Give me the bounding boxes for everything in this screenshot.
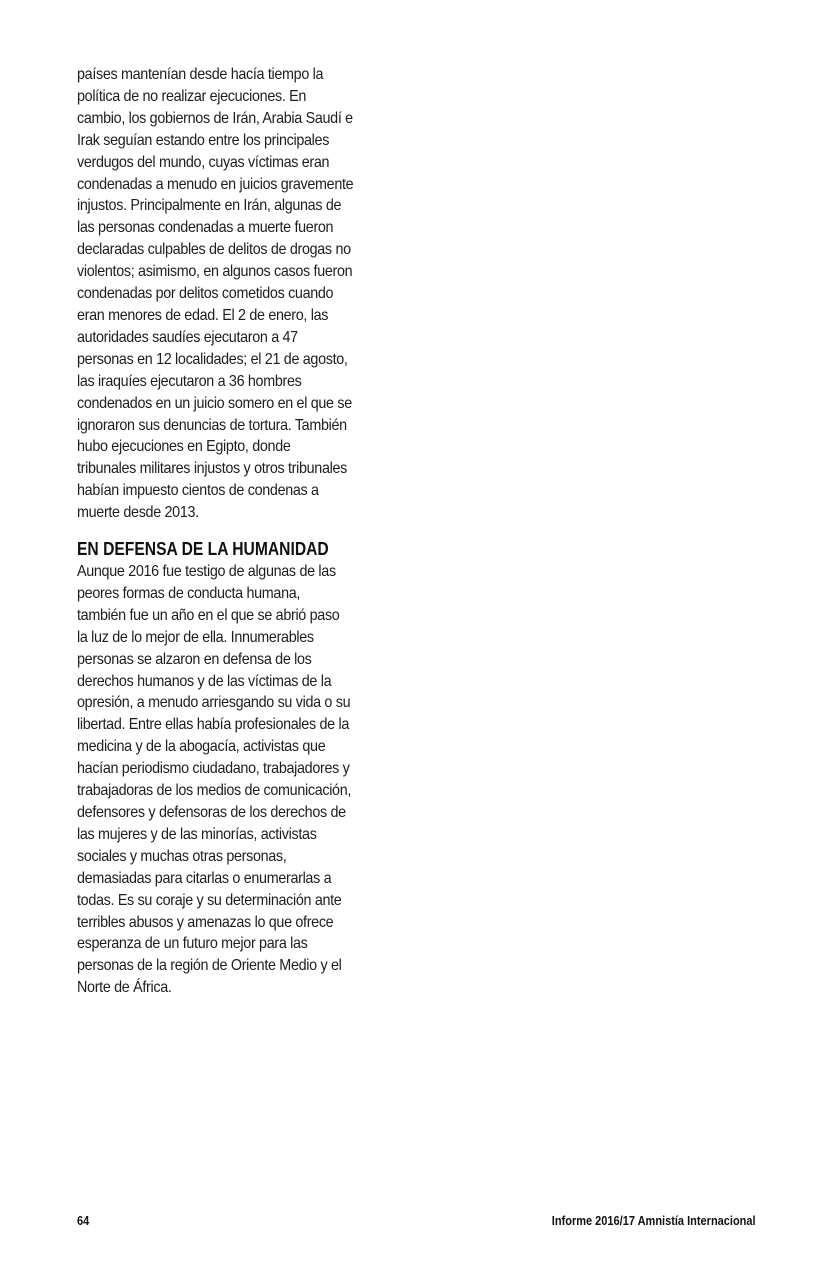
text-line: todas. Es su coraje y su determinación ante <box>77 891 342 909</box>
text-line: libertad. Entre ellas había profesionales de la <box>77 716 349 734</box>
text-line: también fue un año en el que se abrió paso <box>77 606 340 624</box>
text-line: sociales y muchas otras personas, <box>77 847 287 865</box>
text-line: injustos. Principalmente en Irán, algunas de <box>77 197 342 215</box>
text-line: verdugos del mundo, cuyas víctimas eran <box>77 153 330 171</box>
text-line: medicina y de la abogacía, activistas que <box>77 738 326 756</box>
text-line: opresión, a menudo arriesgando su vida o su <box>77 694 351 712</box>
text-line: terribles abusos y amenazas lo que ofrece <box>77 913 334 931</box>
text-line: condenados en un juicio somero en el que se <box>77 394 352 412</box>
text-line: peores formas de conducta humana, <box>77 584 301 602</box>
paragraph-humanity <box>77 561 409 999</box>
text-line: ignoraron sus denuncias de tortura. También <box>77 416 347 434</box>
text-column <box>77 64 409 999</box>
text-line: condenadas por delitos cometidos cuando <box>77 285 334 303</box>
text-line: esperanza de un futuro mejor para las <box>77 935 308 953</box>
text-line: trabajadoras de los medios de comunicación, <box>77 782 352 800</box>
text-line: las iraquíes ejecutaron a 36 hombres <box>77 372 302 390</box>
text-line: personas de la región de Oriente Medio y el <box>77 957 342 975</box>
text-line: demasiadas para citarlas o enumerarlas a <box>77 869 332 887</box>
text-line: Irak seguían estando entre los principales <box>77 131 330 149</box>
text-line: personas en 12 localidades; el 21 de agosto, <box>77 350 348 368</box>
text-line: condenadas a menudo en juicios gravemente <box>77 175 354 193</box>
text-line: hacían periodismo ciudadano, trabajadores y <box>77 760 350 778</box>
text-line: habían impuesto cientos de condenas a <box>77 482 319 500</box>
text-line: la luz de lo mejor de ella. Innumerables <box>77 628 314 646</box>
text-line: Aunque 2016 fue testigo de algunas de las <box>77 563 336 581</box>
section-heading: EN DEFENSA DE LA HUMANIDAD <box>77 539 329 560</box>
paragraph-executions <box>77 64 409 524</box>
text-line: cambio, los gobiernos de Irán, Arabia Saudí e <box>77 109 353 127</box>
text-line: autoridades saudíes ejecutaron a 47 <box>77 328 298 346</box>
text-line: las personas condenadas a muerte fueron <box>77 219 334 237</box>
text-line: muerte desde 2013. <box>77 504 199 522</box>
text-line: violentos; asimismo, en algunos casos fueron <box>77 263 353 281</box>
text-line: eran menores de edad. El 2 de enero, las <box>77 306 329 324</box>
text-line: países mantenían desde hacía tiempo la <box>77 66 324 83</box>
page-number: 64 <box>77 1214 90 1228</box>
text-line: personas se alzaron en defensa de los <box>77 650 312 668</box>
text-line: política de no realizar ejecuciones. En <box>77 87 307 105</box>
text-line: Norte de África. <box>77 979 172 997</box>
text-line: derechos humanos y de las víctimas de la <box>77 672 332 690</box>
publication-title: Informe 2016/17 Amnistía Internacional <box>552 1214 756 1228</box>
text-line: hubo ejecuciones en Egipto, donde <box>77 438 291 456</box>
text-line: defensores y defensoras de los derechos de <box>77 804 346 821</box>
text-line: tribunales militares injustos y otros tribunales <box>77 460 348 478</box>
text-line: declaradas culpables de delitos de drogas no <box>77 241 351 259</box>
text-line: las mujeres y de las minorías, activistas <box>77 825 317 843</box>
